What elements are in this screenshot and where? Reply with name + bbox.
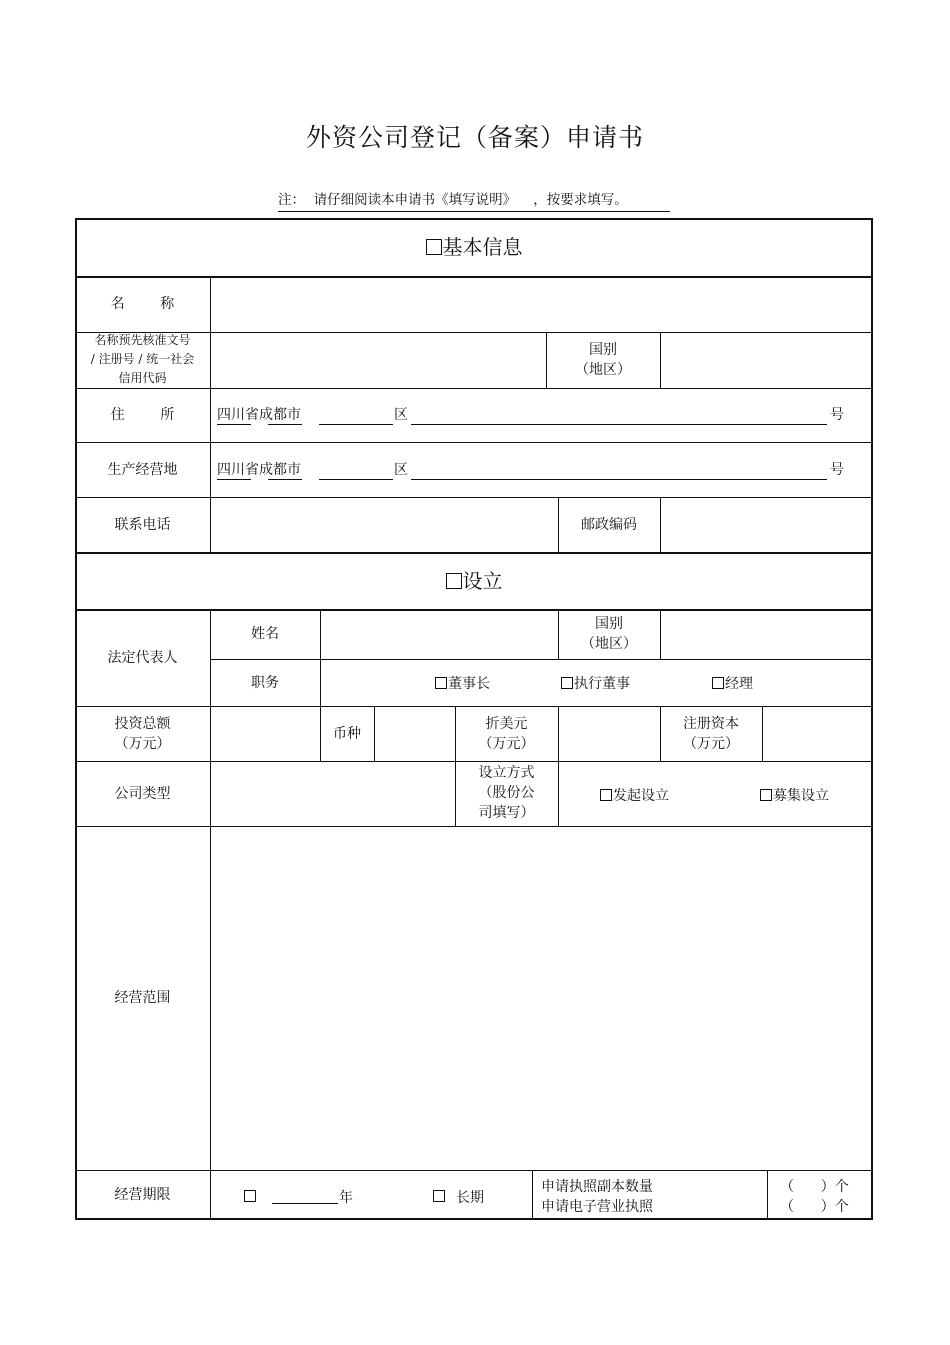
- section-setup[interactable]: 设立: [75, 552, 873, 609]
- domicile-prefix: 四川省成都市: [217, 407, 301, 423]
- method-label: 设立方式 （股份公 司填写）: [478, 764, 535, 821]
- scope-field[interactable]: [211, 827, 873, 1170]
- checkbox-promotion[interactable]: [600, 789, 612, 801]
- rep-name-field[interactable]: [321, 610, 558, 659]
- e-license-label: 申请电子营业执照: [541, 1199, 653, 1215]
- capital-field[interactable]: [763, 707, 873, 761]
- scope-label: 经营范围: [114, 990, 171, 1006]
- option-promotion[interactable]: 发起设立: [600, 785, 669, 805]
- domicile-district-field[interactable]: [319, 424, 393, 425]
- form-title: 外资公司登记（备案）申请书: [305, 123, 644, 152]
- legal-rep-label: 法定代表人: [107, 649, 178, 666]
- option-executive-director[interactable]: 执行董事: [561, 673, 630, 693]
- checkbox-setup[interactable]: [446, 573, 462, 589]
- e-license-count[interactable]: （ ）个: [780, 1199, 849, 1215]
- license-copies-count[interactable]: （ ）个: [780, 1179, 849, 1195]
- section-basic-info[interactable]: 基本信息: [75, 218, 873, 276]
- term-long: 长期: [456, 1190, 484, 1206]
- rep-country-field[interactable]: [661, 610, 873, 659]
- usd-field[interactable]: [559, 707, 660, 761]
- license-copies-label: 申请执照副本数量: [541, 1179, 653, 1195]
- currency-field[interactable]: [375, 707, 455, 761]
- rep-name-label: 姓名: [251, 626, 279, 642]
- country-field[interactable]: [661, 333, 873, 388]
- production-street-field[interactable]: [411, 479, 827, 480]
- checkbox-chairman[interactable]: [435, 677, 447, 689]
- production-label: 生产经营地: [107, 461, 178, 478]
- position-label: 职务: [251, 674, 279, 691]
- domicile-street-field[interactable]: [411, 424, 827, 425]
- checkbox-executive-director[interactable]: [561, 677, 573, 689]
- term-year-unit: 年: [339, 1190, 353, 1206]
- name-field[interactable]: [211, 277, 873, 332]
- precheck-field[interactable]: [211, 333, 546, 388]
- term-years-field[interactable]: [272, 1203, 338, 1204]
- checkbox-manager[interactable]: [712, 677, 724, 689]
- rep-country-label: 国别 （地区）: [581, 616, 637, 652]
- checkbox-term-long[interactable]: [433, 1190, 445, 1202]
- usd-label: 折美元 （万元）: [478, 715, 535, 752]
- investment-label: 投资总额 （万元）: [114, 715, 171, 752]
- checkbox-subscription[interactable]: [760, 789, 772, 801]
- option-chairman[interactable]: 董事长: [435, 673, 490, 693]
- domicile-number: 号: [830, 407, 844, 423]
- postcode-field[interactable]: [661, 498, 873, 552]
- production-district-field[interactable]: [319, 479, 393, 480]
- postcode-label: 邮政编码: [581, 516, 637, 533]
- filling-note: 注： 请仔细阅读本申请书《填写说明》 ，按要求填写。: [278, 188, 670, 212]
- production-number: 号: [830, 462, 844, 478]
- capital-label: 注册资本 （万元）: [683, 715, 739, 752]
- production-prefix: 四川省成都市: [217, 462, 301, 478]
- name-label: 名 称: [110, 296, 175, 312]
- phone-field[interactable]: [211, 498, 558, 552]
- investment-field[interactable]: [211, 707, 320, 761]
- checkbox-term-years[interactable]: [244, 1190, 256, 1202]
- precheck-label: 名称预先核准文号 / 注册号 / 统一社会 信用代码: [90, 332, 195, 385]
- phone-label: 联系电话: [114, 516, 171, 533]
- checkbox-basic-info[interactable]: [426, 239, 442, 255]
- company-type-field[interactable]: [211, 762, 455, 826]
- currency-label: 币种: [333, 725, 361, 742]
- option-subscription[interactable]: 募集设立: [760, 785, 829, 805]
- term-label: 经营期限: [114, 1187, 171, 1203]
- domicile-district: 区: [394, 407, 408, 423]
- country-label: 国别 （地区）: [575, 342, 631, 378]
- production-district: 区: [394, 462, 408, 478]
- domicile-label: 住 所: [110, 407, 175, 423]
- option-manager[interactable]: 经理: [712, 673, 753, 693]
- company-type-label: 公司类型: [114, 785, 171, 802]
